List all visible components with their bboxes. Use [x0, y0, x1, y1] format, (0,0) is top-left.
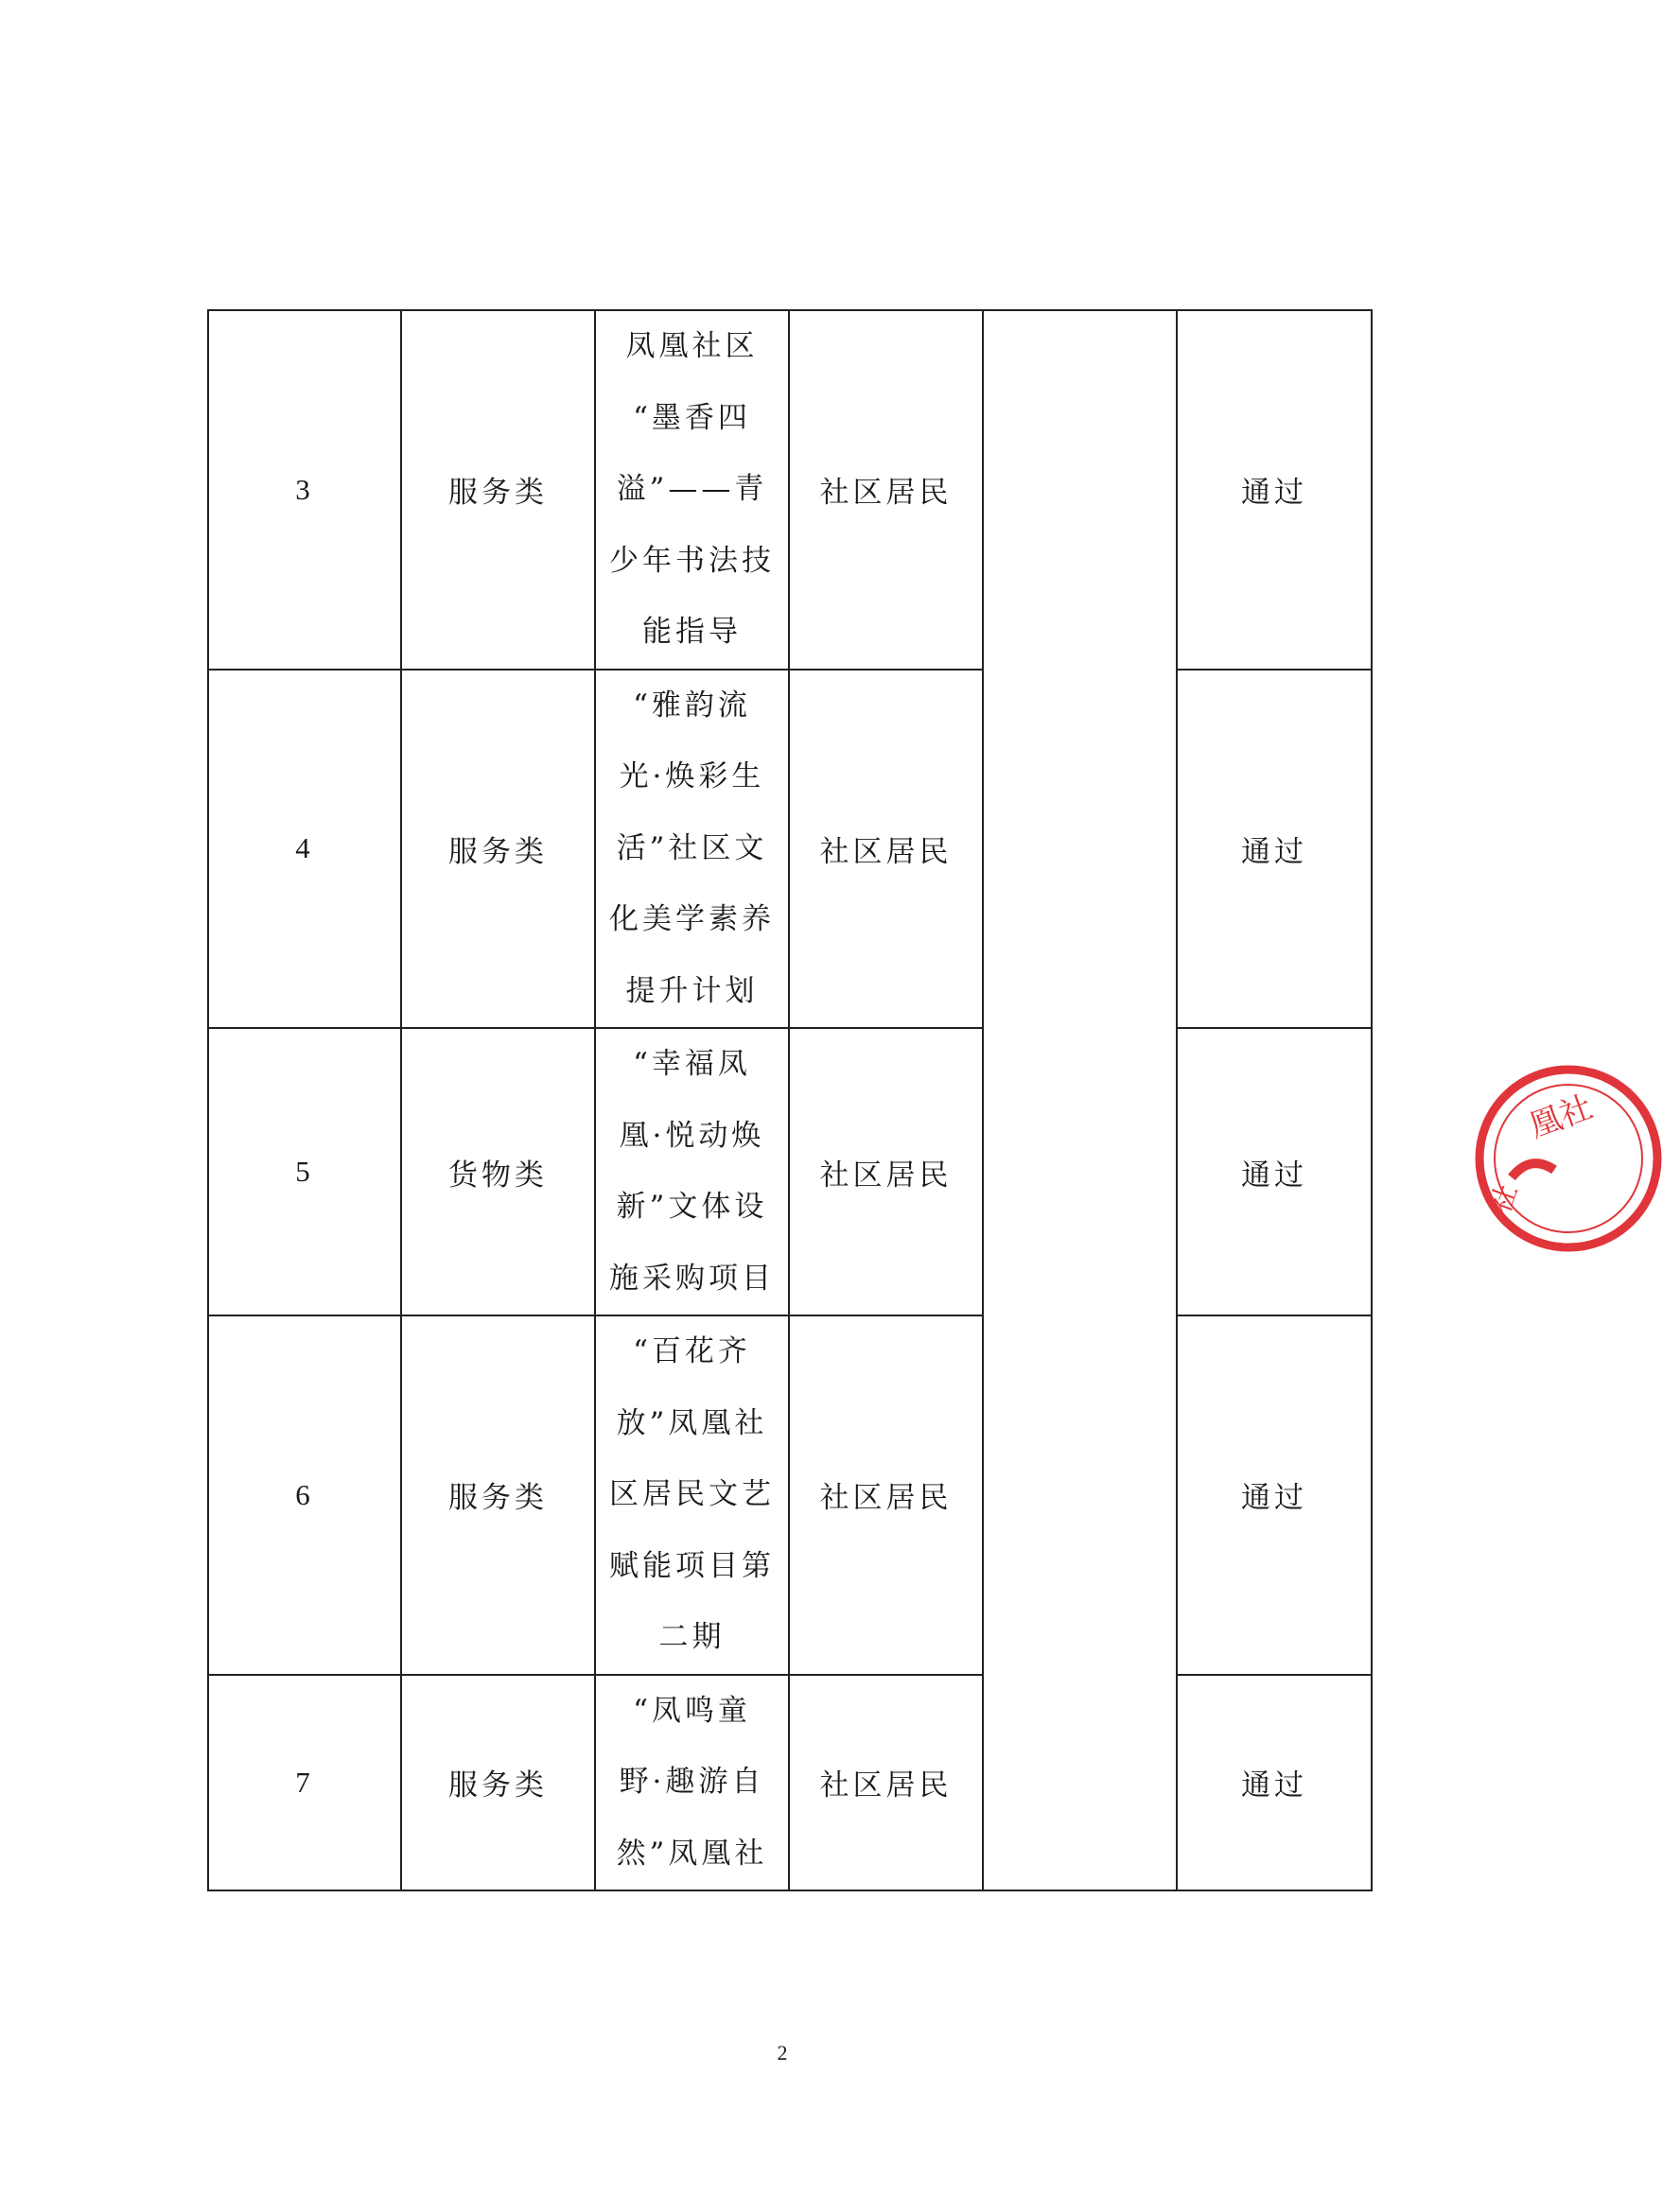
row-number-cell: 6 — [208, 1315, 401, 1675]
table-row — [208, 1675, 1372, 1891]
page-number: 2 — [777, 2041, 788, 2064]
project-name-line: 放”凤凰社 — [616, 1405, 768, 1440]
table-row — [208, 310, 1372, 670]
project-name-line: “百花齐 — [633, 1334, 751, 1368]
project-type-cell: 服务类 — [401, 1315, 595, 1675]
project-name-line: 施采购项目 — [609, 1261, 775, 1296]
project-name-line: 野·趣游自 — [619, 1765, 765, 1799]
project-name-cell — [595, 1675, 789, 1891]
project-table — [207, 309, 1373, 1891]
result-cell: 通过 — [1177, 310, 1372, 670]
beneficiary-cell: 社区居民 — [789, 670, 983, 1029]
project-type-cell: 货物类 — [401, 1028, 595, 1315]
project-name-line: 溢”——青 — [616, 472, 768, 506]
project-type-cell: 服务类 — [401, 310, 595, 670]
row-number-cell: 7 — [208, 1675, 401, 1891]
row-number-cell: 3 — [208, 310, 401, 670]
result-cell: 通过 — [1177, 670, 1372, 1029]
project-name-line: 化美学素养 — [609, 902, 775, 936]
row-number-cell: 5 — [208, 1028, 401, 1315]
project-name-line: 赋能项目第 — [609, 1548, 775, 1583]
project-name-line: 新”文体设 — [616, 1190, 768, 1224]
table-row — [208, 1028, 1372, 1315]
project-name-line: 然”凤凰社 — [616, 1836, 768, 1871]
project-name-line: 区居民文艺 — [609, 1477, 775, 1511]
project-name-line: “凤鸣童 — [633, 1693, 751, 1728]
beneficiary-cell: 社区居民 — [789, 1315, 983, 1675]
project-type-cell: 服务类 — [401, 1675, 595, 1891]
result-cell: 通过 — [1177, 1675, 1372, 1891]
svg-text:社: 社 — [1483, 1179, 1525, 1218]
project-name-line: 活”社区文 — [616, 830, 768, 865]
project-name-cell — [595, 310, 789, 670]
project-name-line: 凰·悦动焕 — [619, 1118, 765, 1153]
official-seal-icon — [1474, 1064, 1663, 1253]
project-name-cell — [595, 670, 789, 1029]
project-name-line: “雅韵流 — [633, 688, 751, 723]
project-name-cell — [595, 1315, 789, 1675]
project-name-line: 少年书法技 — [609, 543, 775, 578]
table-row — [208, 1315, 1372, 1675]
project-name-cell — [595, 1028, 789, 1315]
beneficiary-cell: 社区居民 — [789, 310, 983, 670]
project-name-line: “墨香四 — [633, 400, 751, 435]
svg-text:凰社: 凰社 — [1524, 1088, 1598, 1146]
project-name-line: 提升计划 — [625, 973, 759, 1008]
merged-blank-cell — [983, 310, 1177, 1890]
beneficiary-cell: 社区居民 — [789, 1675, 983, 1891]
result-cell: 通过 — [1177, 1315, 1372, 1675]
project-name-line: 凤凰社区 — [625, 329, 759, 363]
project-name-line: 光·焕彩生 — [619, 759, 765, 793]
row-number-cell: 4 — [208, 670, 401, 1029]
project-type-cell: 服务类 — [401, 670, 595, 1029]
table-row — [208, 670, 1372, 1029]
project-name-line: “幸福凤 — [633, 1047, 751, 1081]
project-name-line: 能指导 — [642, 615, 742, 649]
result-cell: 通过 — [1177, 1028, 1372, 1315]
beneficiary-cell: 社区居民 — [789, 1028, 983, 1315]
project-name-line: 二期 — [658, 1620, 726, 1654]
